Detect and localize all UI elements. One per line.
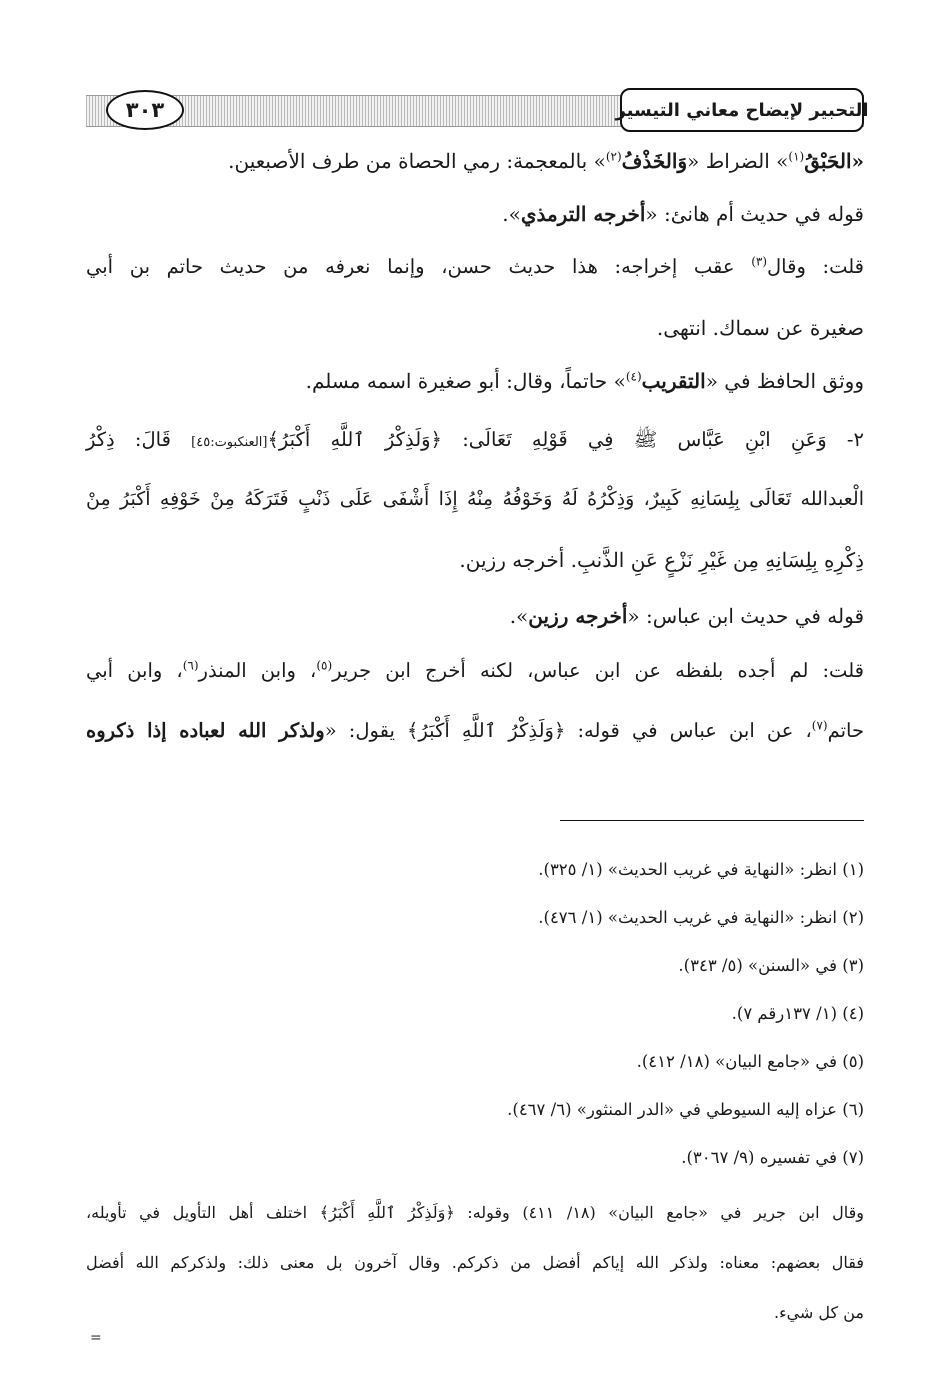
text: حاتم <box>827 719 864 742</box>
term-khadhf: وَالخَذْفُ <box>621 149 688 173</box>
bold-phrase: التقريب <box>641 369 706 393</box>
text: ». <box>509 604 529 628</box>
body-line-2 <box>502 199 864 229</box>
text: » بالمعجمة: رمي الحصاة من طرف الأصبعين. <box>228 149 606 173</box>
footnote-ref-2: (٢) <box>605 149 622 164</box>
text: ». <box>502 202 521 226</box>
text: قوله في حديث أم هانئ: « <box>645 202 864 226</box>
text: ووثق الحافظ في « <box>705 369 864 393</box>
footnote-6: (٦) عزاه إليه السيوطي في «الدر المنثور» (٦/ ٤٦٧). <box>507 1100 864 1119</box>
running-title: التحبير لإيضاح معاني التيسير <box>620 88 864 132</box>
page-number: ٣٠٣ <box>106 90 184 130</box>
body-line-11 <box>86 716 864 746</box>
bold-phrase: ولذكر الله لعباده إذا ذكروه <box>86 719 325 742</box>
bold-phrase: أخرجه الترمذي <box>520 202 646 226</box>
text: » حاتماً، وقال: أبو صغيرة اسمه مسلم. <box>305 369 626 393</box>
footnote-ref-5: (٥) <box>316 658 333 673</box>
text: ، وابن المنذر <box>198 659 317 682</box>
body-line-3 <box>86 252 864 282</box>
hadith-text: ٢- وَعَنِ ابْنِ عَبَّاس ﷺ فِي قَوْلِهِ تَعَالَى: ﴿وَلَذِكْرُ ٱللَّهِ أَكْبَرُ﴾ <box>267 428 865 451</box>
footnote-continuation-1: وقال ابن جرير في «جامع البيان» (١٨/ ٤١١) وقوله: ﴿وَلَذِكْرُ ٱللَّهِ أَكْبَرُ﴾ اختلف أهل التأويل في تأويله، <box>86 1203 864 1222</box>
text: قلت: لم أجده بلفظه عن ابن عباس، لكنه أخرج ابن جرير <box>332 659 864 682</box>
body-line-1 <box>228 146 864 176</box>
body-line-9 <box>510 601 864 631</box>
footnote-7: (٧) في تفسيره (٩/ ٣٠٦٧). <box>681 1148 864 1167</box>
bold-phrase: أخرجه رزين <box>528 604 628 628</box>
footnote-continuation-3: من كل شيء. <box>773 1303 864 1322</box>
footnote-ref-1: (١) <box>788 149 805 164</box>
quran-reference: [العنكبوت:٤٥] <box>191 435 268 450</box>
term-habq: «الحَبْقُ <box>804 149 864 173</box>
body-line-10 <box>86 656 864 686</box>
text: ، وابن أبي <box>86 659 183 682</box>
footnote-3: (٣) في «السنن» (٥/ ٣٤٣). <box>678 956 864 975</box>
body-line-7: الْعبدالله تَعَالَى بِلِسَانِهِ كَبِيرٌ، وَذِكْرُهُ لَهُ وَخَوْفُهُ مِنْهُ إِذَا أَشْفَى عَلَى ذَنْبٍ فَتَرَكَهُ مِنْ خَوْفِهِ أَكْبَرُ مِنْ <box>86 488 864 510</box>
continuation-mark: = <box>90 1330 102 1346</box>
footnote-ref-7: (٧) <box>811 718 828 733</box>
footnote-1: (١) انظر: «النهاية في غريب الحديث» (١/ ٣٢٥). <box>538 860 864 879</box>
footnote-ref-4: (٤) <box>625 369 642 384</box>
footnote-2: (٢) انظر: «النهاية في غريب الحديث» (١/ ٤٧٦). <box>538 908 864 927</box>
text: قوله في حديث ابن عباس: « <box>627 604 864 628</box>
footnote-ref-3: (٣) <box>751 254 768 269</box>
footnote-5: (٥) في «جامع البيان» (١٨/ ٤١٢). <box>636 1052 864 1071</box>
text: » الضراط « <box>687 149 789 173</box>
body-line-6 <box>86 425 864 458</box>
footnote-ref-6: (٦) <box>182 658 199 673</box>
text: عقب إخراجه: هذا حديث حسن، وإنما نعرفه من حديث حاتم بن أبي <box>86 255 752 278</box>
page-header <box>86 88 869 140</box>
hadith-text: قَالَ: ذِكْرُ <box>86 428 192 451</box>
body-line-8: ذِكْرِهِ بِلِسَانِهِ مِن غَيْرِ نَزْعٍ عَنِ الذَّنبِ. أخرجه رزين. <box>459 548 864 572</box>
footnote-continuation-2: فقال بعضهم: معناه: ولذكر الله إياكم أفضل من ذكركم. وقال آخرون بل معنى ذلك: ولذكركم الله أفضل <box>86 1253 864 1272</box>
text: قلت: وقال <box>767 255 864 278</box>
body-line-5 <box>306 366 864 396</box>
text: ، عن ابن عباس في قوله: ﴿وَلَذِكْرُ ٱللَّهِ أَكْبَرُ﴾ يقول: « <box>324 719 812 742</box>
footnote-separator <box>560 820 864 821</box>
body-line-4: صغيرة عن سماك. انتهى. <box>656 316 864 340</box>
footnote-4: (٤) (١/ ١٣٧رقم ٧). <box>731 1004 864 1023</box>
